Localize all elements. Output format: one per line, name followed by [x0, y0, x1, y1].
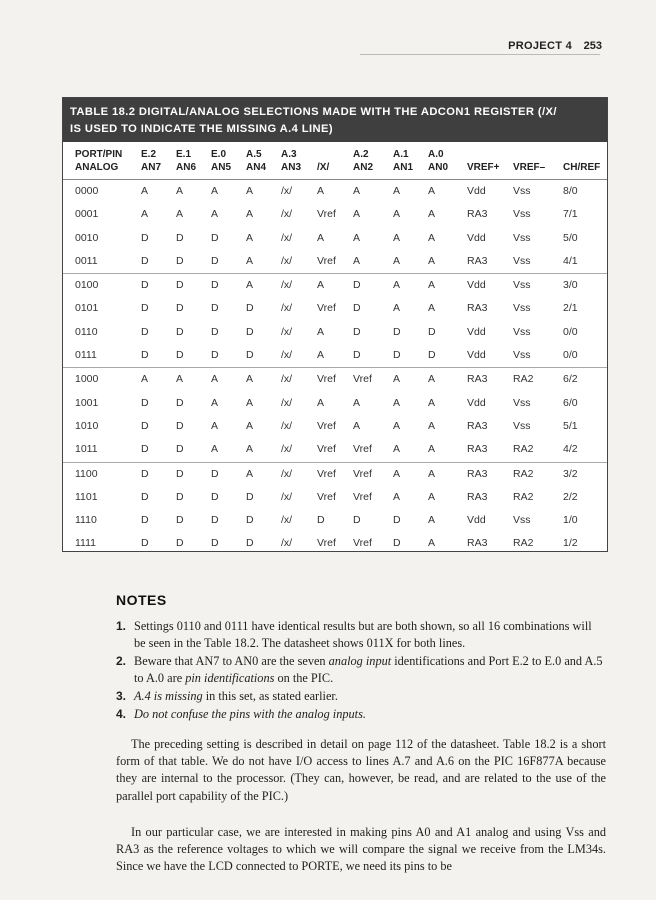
table-cell: A — [317, 349, 325, 362]
column-header: A.1 — [393, 149, 409, 160]
column-header: A.2 — [353, 149, 369, 160]
table-cell: A — [353, 419, 361, 432]
table-cell: 0111 — [75, 349, 97, 362]
table-cell: RA3 — [467, 419, 488, 432]
table-cell: Vss — [513, 396, 531, 409]
table-cell: /x/ — [281, 373, 293, 386]
table-cell: D — [211, 490, 219, 503]
table-cell: D — [353, 514, 361, 527]
table-cell: A — [393, 185, 401, 197]
table-cell: A — [428, 443, 436, 456]
table-cell: A — [317, 185, 325, 197]
column-header: A.5 — [246, 149, 262, 160]
table-cell: A — [353, 396, 361, 409]
table-cell: 2/2 — [563, 490, 578, 503]
table-cell: D — [141, 537, 149, 550]
note-number: 1. — [116, 619, 127, 633]
table-cell: D — [176, 254, 184, 267]
table-cell: Vss — [513, 254, 531, 267]
table-cell: D — [211, 514, 219, 527]
table-cell: Vss — [513, 231, 531, 244]
table-cell: /x/ — [281, 419, 293, 432]
table-cell: A — [428, 208, 436, 221]
table-cell: RA3 — [467, 302, 488, 315]
row-group — [63, 368, 607, 462]
table-cell: /x/ — [281, 302, 293, 315]
table-cell: 1101 — [75, 490, 98, 503]
table-cell: A — [353, 208, 361, 221]
table-cell: 5/1 — [563, 419, 578, 432]
table-cell: D — [176, 231, 184, 244]
table-cell: A — [353, 185, 361, 197]
table-cell: Vref — [317, 208, 336, 221]
table-row — [63, 297, 607, 320]
table-cell: RA3 — [467, 490, 488, 503]
table-cell: RA2 — [513, 537, 534, 550]
table-cell: 0100 — [75, 279, 99, 292]
table-cell: D — [246, 490, 254, 503]
table-cell: A — [211, 373, 219, 386]
row-group — [63, 274, 607, 368]
table-cell: A — [393, 419, 401, 432]
note-text: in this set, as stated earlier. — [202, 689, 338, 703]
table-cell: /x/ — [281, 231, 293, 244]
row-group — [63, 180, 607, 274]
table-cell: D — [211, 302, 219, 315]
table-cell: D — [246, 514, 254, 527]
table-cell: D — [141, 325, 149, 338]
column-header: E.2 — [141, 149, 157, 160]
table-cell: Vref — [317, 302, 336, 315]
table-cell: 0/0 — [563, 349, 578, 362]
table-cell: 0110 — [75, 325, 98, 338]
table-cell: Vdd — [467, 349, 486, 362]
table-cell: Vss — [513, 349, 531, 362]
column-header: AN4 — [246, 162, 267, 173]
table-row — [63, 227, 607, 250]
table-cell: A — [246, 443, 254, 456]
note-number: 2. — [116, 654, 127, 668]
table-cell: 8/0 — [563, 185, 578, 197]
column-header: AN7 — [141, 162, 162, 173]
table-row — [63, 368, 607, 391]
table-cell: A — [317, 279, 325, 292]
running-head: PROJECT 4 — [508, 40, 572, 52]
table-cell: A — [211, 443, 219, 456]
table-cell: RA3 — [467, 537, 488, 550]
table-cell: D — [393, 349, 401, 362]
table-cell: RA3 — [467, 373, 488, 386]
table-cell: A — [246, 373, 254, 386]
table-cell: 6/2 — [563, 373, 578, 386]
note-item — [116, 618, 606, 652]
table-cell: 3/0 — [563, 279, 578, 292]
table-cell: Vss — [513, 279, 531, 292]
table-cell: D — [176, 325, 184, 338]
note-item — [116, 706, 606, 723]
table-cell: D — [246, 325, 254, 338]
note-text: Do not confuse the pins with the analog inputs. — [134, 707, 366, 721]
table-cell: D — [211, 279, 219, 292]
table-cell: /x/ — [281, 279, 293, 292]
column-header: AN3 — [281, 162, 302, 173]
body-paragraph: In our particular case, we are interested in making pins A0 and A1 analog and using Vss and RA3 as the reference voltages to which we will compare the signal we receive from the LM34s. Since we have the LCD connected to PORTE, we need its pins to be — [116, 825, 606, 874]
note-text: A.4 is missing — [134, 689, 203, 703]
table-cell: 0/0 — [563, 325, 578, 338]
table-cell: D — [176, 396, 184, 409]
table-cell: A — [428, 302, 436, 315]
table-cell: D — [141, 514, 149, 527]
table-cell: A — [428, 419, 436, 432]
table-cell: D — [353, 349, 361, 362]
table-cell: A — [246, 467, 254, 480]
header-line — [63, 149, 607, 161]
column-header: PORT/PIN — [75, 149, 123, 160]
column-header: A.3 — [281, 149, 297, 160]
table-cell: 1/2 — [563, 537, 578, 550]
table-cell: A — [428, 396, 436, 409]
table-cell: D — [211, 254, 219, 267]
note-text: identifications and Port E.2 to E.0 and A.5 to A.0 are — [134, 654, 603, 685]
table-cell: A — [246, 279, 254, 292]
body-paragraph: The preceding setting is described in detail on page 112 of the datasheet. Table 18.2 is a short form of that table. We do not have I/O access to lines A.7 and A.6 on the PIC 16F877A because they are internal to the processor. (They can, however, be read, and are related to the use of the parallel port capability of the PIC.) — [116, 737, 606, 803]
table-cell: 2/1 — [563, 302, 578, 315]
table-cell: A — [246, 185, 254, 197]
table-cell: 4/2 — [563, 443, 578, 456]
table-cell: A — [176, 373, 184, 386]
table-cell: RA3 — [467, 443, 488, 456]
table-cell: A — [176, 208, 184, 221]
table-cell: A — [141, 185, 149, 197]
table-row — [63, 415, 607, 438]
table-cell: A — [393, 467, 401, 480]
adcon1-table — [62, 97, 608, 552]
table-caption — [63, 98, 607, 142]
table-cell: D — [246, 349, 254, 362]
table-cell: 1110 — [75, 514, 97, 527]
table-cell: D — [141, 231, 149, 244]
column-header: AN0 — [428, 162, 449, 173]
note-number: 4. — [116, 707, 127, 721]
table-cell: A — [211, 208, 219, 221]
table-cell: D — [141, 349, 149, 362]
table-cell: /x/ — [281, 467, 293, 480]
table-cell: D — [393, 514, 401, 527]
column-header: AN2 — [353, 162, 374, 173]
table-cell: 0010 — [75, 231, 99, 244]
table-cell: A — [393, 254, 401, 267]
table-row — [63, 463, 607, 486]
note-text: on the PIC. — [274, 671, 334, 685]
table-cell: A — [246, 208, 254, 221]
table-cell: RA2 — [513, 467, 534, 480]
table-cell: A — [246, 419, 254, 432]
table-cell: D — [141, 279, 149, 292]
table-cell: D — [353, 325, 361, 338]
table-cell: 5/0 — [563, 231, 578, 244]
table-cell: D — [176, 279, 184, 292]
table-cell: Vdd — [467, 231, 486, 244]
table-row — [63, 274, 607, 297]
table-cell: D — [176, 443, 184, 456]
table-cell: D — [176, 302, 184, 315]
table-row — [63, 532, 607, 552]
table-cell: RA2 — [513, 490, 534, 503]
note-text: analog input — [328, 654, 392, 668]
table-cell: A — [393, 279, 401, 292]
table-cell: Vref — [317, 419, 336, 432]
table-cell: /x/ — [281, 490, 293, 503]
notes-heading: NOTES — [116, 592, 167, 608]
table-cell: RA3 — [467, 467, 488, 480]
table-cell: Vref — [317, 373, 336, 386]
table-cell: D — [393, 325, 401, 338]
column-header: AN5 — [211, 162, 232, 173]
table-cell: D — [317, 514, 325, 527]
table-cell: D — [141, 396, 149, 409]
table-cell: D — [428, 349, 436, 362]
table-cell: A — [317, 396, 325, 409]
table-cell: D — [176, 514, 184, 527]
caption-line-1: TABLE 18.2 DIGITAL/ANALOG SELECTIONS MADE WITH THE ADCON1 REGISTER (/X/ — [70, 106, 557, 118]
table-cell: RA2 — [513, 443, 534, 456]
table-row — [63, 509, 607, 532]
table-cell: A — [211, 185, 219, 197]
table-cell: A — [141, 208, 149, 221]
table-cell: D — [211, 325, 219, 338]
table-cell: 1100 — [75, 467, 98, 480]
note-number: 3. — [116, 689, 127, 703]
table-cell: 4/1 — [563, 254, 578, 267]
table-cell: D — [176, 419, 184, 432]
table-row — [63, 180, 607, 203]
table-cell: /x/ — [281, 208, 293, 221]
table-cell: D — [353, 279, 361, 292]
table-cell: RA2 — [513, 373, 534, 386]
table-cell: D — [211, 349, 219, 362]
table-cell: 3/2 — [563, 467, 578, 480]
table-cell: A — [428, 185, 436, 197]
table-cell: A — [393, 396, 401, 409]
table-cell: A — [176, 185, 184, 197]
table-cell: A — [428, 373, 436, 386]
table-cell: 0000 — [75, 185, 99, 197]
column-header: A.0 — [428, 149, 444, 160]
table-cell: A — [317, 325, 325, 338]
table-header — [63, 142, 607, 180]
table-cell: Vdd — [467, 396, 486, 409]
table-cell: Vss — [513, 185, 531, 197]
table-cell: D — [141, 419, 149, 432]
table-cell: 0101 — [75, 302, 99, 315]
table-cell: A — [393, 443, 401, 456]
column-header: AN6 — [176, 162, 197, 173]
table-cell: 6/0 — [563, 396, 578, 409]
table-cell: A — [393, 231, 401, 244]
table-cell: Vref — [317, 254, 336, 267]
table-cell: D — [141, 467, 149, 480]
table-cell: D — [211, 467, 219, 480]
table-cell: Vref — [353, 443, 372, 456]
table-cell: Vref — [353, 537, 372, 550]
table-cell: Vref — [353, 467, 372, 480]
table-cell: RA3 — [467, 208, 488, 221]
table-cell: /x/ — [281, 514, 293, 527]
table-cell: A — [246, 396, 254, 409]
table-cell: RA3 — [467, 254, 488, 267]
table-cell: A — [428, 490, 436, 503]
page-header — [0, 40, 656, 54]
table-cell: 1111 — [75, 537, 97, 550]
table-cell: /x/ — [281, 443, 293, 456]
table-cell: D — [246, 537, 254, 550]
column-header: VREF+ — [467, 162, 500, 173]
table-cell: D — [176, 490, 184, 503]
table-cell: 0001 — [75, 208, 99, 221]
page-number: 253 — [583, 40, 602, 52]
table-cell: A — [393, 490, 401, 503]
column-header: CH/REF — [563, 162, 601, 173]
column-header: AN1 — [393, 162, 414, 173]
table-cell: 1001 — [75, 396, 99, 409]
header-rule — [360, 54, 600, 55]
table-cell: A — [211, 419, 219, 432]
table-cell: /x/ — [281, 254, 293, 267]
table-cell: A — [428, 467, 436, 480]
row-group — [63, 463, 607, 552]
table-cell: Vss — [513, 208, 531, 221]
table-cell: A — [428, 231, 436, 244]
table-row — [63, 250, 607, 273]
table-cell: D — [393, 537, 401, 550]
table-cell: Vdd — [467, 514, 486, 527]
table-cell: 7/1 — [563, 208, 578, 221]
table-cell: Vref — [317, 537, 336, 550]
table-cell: D — [141, 443, 149, 456]
table-cell: Vdd — [467, 185, 486, 197]
table-cell: Vdd — [467, 279, 486, 292]
table-cell: 1000 — [75, 373, 99, 386]
table-cell: /x/ — [281, 185, 293, 197]
caption-line-2: IS USED TO INDICATE THE MISSING A.4 LINE) — [70, 123, 333, 135]
table-cell: A — [393, 373, 401, 386]
table-cell: D — [176, 349, 184, 362]
table-cell: 1011 — [75, 443, 98, 456]
column-header: /X/ — [317, 162, 330, 173]
column-header: VREF– — [513, 162, 546, 173]
column-header: ANALOG — [75, 162, 119, 173]
table-cell: 1010 — [75, 419, 99, 432]
note-item — [116, 688, 606, 705]
table-cell: A — [353, 231, 361, 244]
table-cell: A — [393, 302, 401, 315]
table-cell: Vss — [513, 302, 531, 315]
note-text: pin identifications — [185, 671, 275, 685]
table-cell: Vref — [317, 443, 336, 456]
table-cell: A — [428, 254, 436, 267]
table-cell: A — [317, 231, 325, 244]
table-cell: A — [246, 254, 254, 267]
column-header: E.0 — [211, 149, 227, 160]
table-row — [63, 203, 607, 226]
table-cell: D — [176, 467, 184, 480]
note-text: Beware that AN7 to AN0 are the seven — [134, 654, 329, 668]
note-item — [116, 653, 606, 687]
table-body — [63, 180, 607, 552]
table-row — [63, 321, 607, 344]
table-cell: A — [393, 208, 401, 221]
table-cell: D — [428, 325, 436, 338]
table-cell: D — [176, 537, 184, 550]
table-cell: D — [246, 302, 254, 315]
table-cell: Vss — [513, 514, 531, 527]
table-cell: A — [246, 231, 254, 244]
note-text: Settings 0110 and 0111 have identical results but are both shown, so all 16 combinations will be seen in the Table 18.2. The datasheet shows 011X for both lines. — [134, 619, 592, 650]
header-line — [63, 162, 607, 174]
table-cell: D — [353, 302, 361, 315]
column-header: E.1 — [176, 149, 192, 160]
table-cell: Vdd — [467, 325, 486, 338]
notes-list — [116, 618, 606, 724]
table-row — [63, 344, 607, 367]
table-cell: D — [141, 254, 149, 267]
table-cell: Vref — [353, 373, 372, 386]
table-cell: D — [211, 231, 219, 244]
table-cell: /x/ — [281, 349, 293, 362]
table-cell: Vss — [513, 419, 531, 432]
table-cell: A — [428, 279, 436, 292]
table-cell: 1/0 — [563, 514, 578, 527]
table-row — [63, 486, 607, 509]
table-cell: /x/ — [281, 325, 293, 338]
table-cell: Vref — [353, 490, 372, 503]
table-cell: A — [141, 373, 149, 386]
table-cell: Vref — [317, 467, 336, 480]
table-cell: A — [428, 514, 436, 527]
table-cell: /x/ — [281, 396, 293, 409]
table-cell: Vref — [317, 490, 336, 503]
table-cell: A — [353, 254, 361, 267]
table-cell: /x/ — [281, 537, 293, 550]
table-cell: Vss — [513, 325, 531, 338]
table-cell: D — [141, 490, 149, 503]
table-cell: 0011 — [75, 254, 98, 267]
table-cell: A — [211, 396, 219, 409]
table-row — [63, 438, 607, 461]
table-cell: D — [211, 537, 219, 550]
table-row — [63, 392, 607, 415]
table-cell: D — [141, 302, 149, 315]
table-cell: A — [428, 537, 436, 550]
